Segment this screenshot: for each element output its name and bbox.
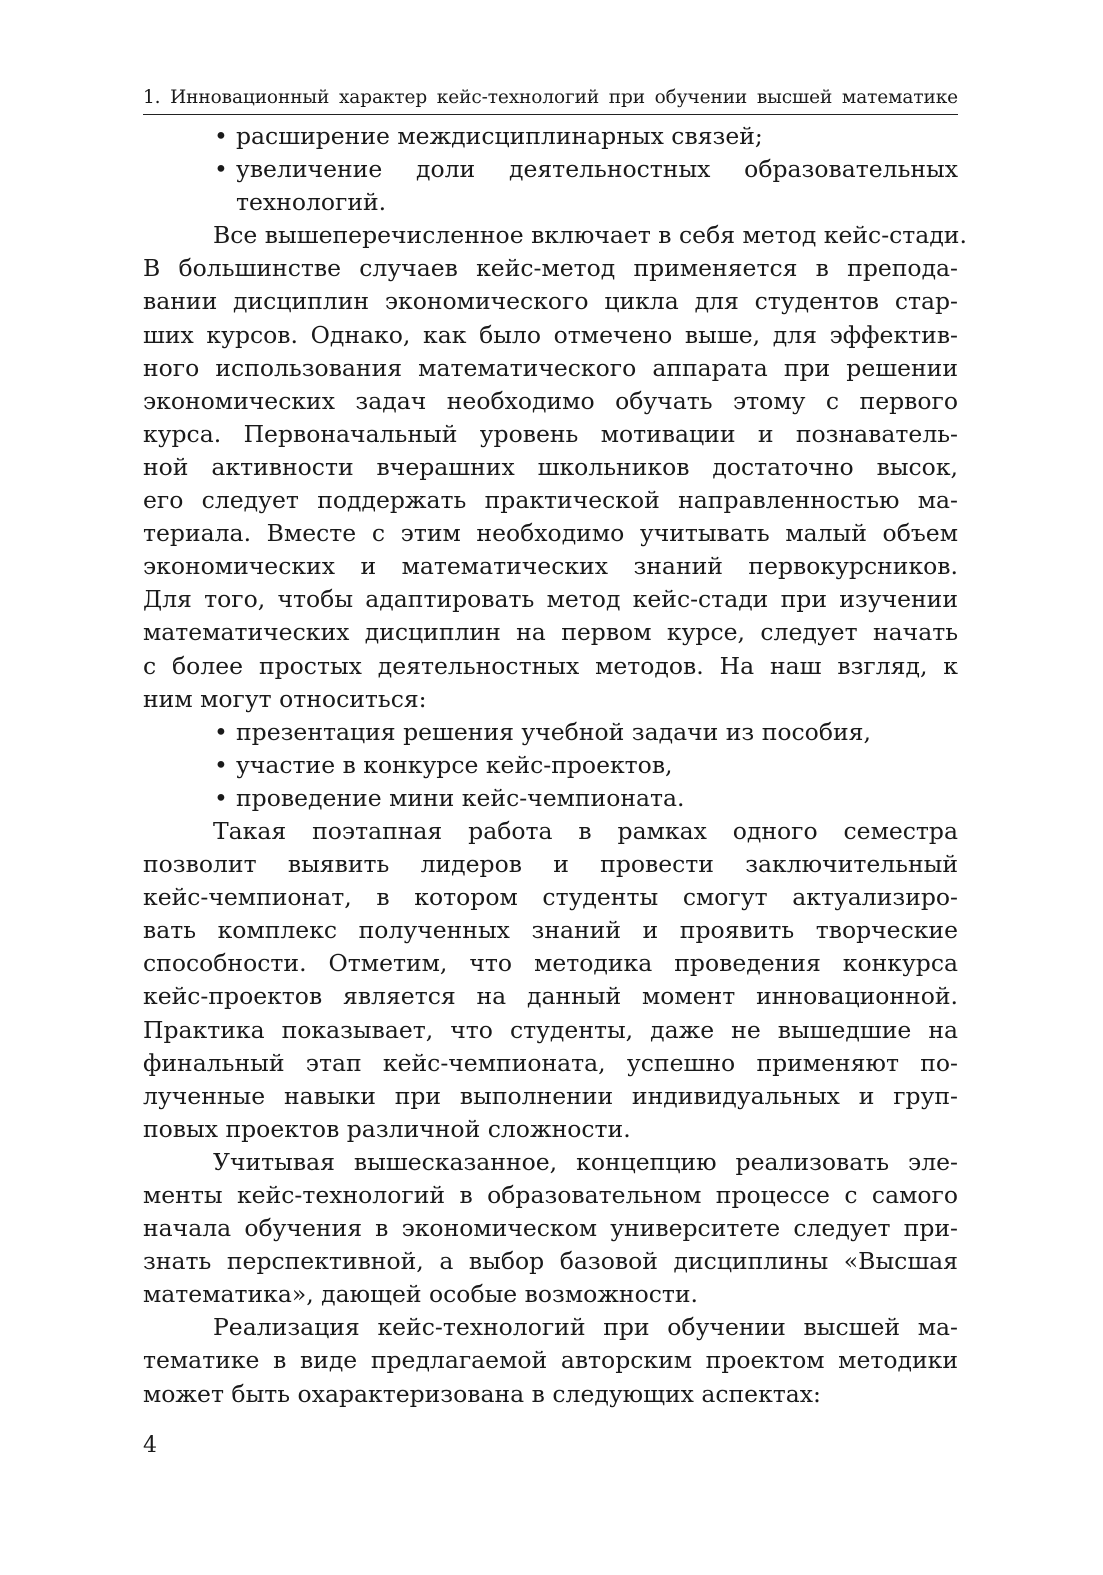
text-line: В большинстве случаев кейс-метод применяется в препода- — [143, 254, 958, 283]
paragraph-4 — [143, 1311, 958, 1410]
bullet-text: презентация решения учебной задачи из пособия, — [236, 717, 871, 746]
text-line: с более простых деятельностных методов. На наш взгляд, к — [143, 651, 958, 680]
text-line: экономических и математических знаний первокурсников. — [143, 552, 958, 581]
text-line: вании дисциплин экономического цикла для студентов стар- — [143, 287, 958, 316]
text-line: математических дисциплин на первом курсе, следует начать — [143, 618, 958, 647]
bullet-text: увеличение доли деятельностных образовательных — [236, 155, 958, 184]
text-line: начала обучения в экономическом университете следует при- — [143, 1214, 958, 1243]
text-line: Реализация кейс-технологий при обучении высшей ма- — [213, 1313, 958, 1342]
text-line: позволит выявить лидеров и провести заключительный — [143, 850, 958, 879]
text-line: ной активности вчерашних школьников достаточно высок, — [143, 452, 958, 481]
text-line: менты кейс-технологий в образовательном процессе с самого — [143, 1181, 958, 1209]
text-line: вать комплекс полученных знаний и проявить творческие — [143, 916, 958, 945]
running-header: 1. Инновационный характер кейс-технологий при обучении высшей математике — [143, 86, 958, 115]
text-line: его следует поддержать практической направленностью ма- — [143, 486, 958, 515]
bullet-item — [143, 716, 958, 749]
methods-list — [143, 716, 958, 815]
bullet-marker: • — [214, 122, 228, 150]
paragraph-2 — [143, 815, 958, 1146]
text-line: ного использования математического аппарата при решении — [143, 353, 958, 382]
paragraph-1 — [143, 219, 967, 715]
paragraph-3 — [143, 1146, 958, 1311]
bullet-item — [143, 120, 958, 153]
bullet-item — [143, 749, 958, 782]
text-line: курса. Первоначальный уровень мотивации и познаватель- — [143, 419, 958, 448]
text-line: финальный этап кейс-чемпионата, успешно применяют по- — [143, 1048, 958, 1077]
text-line: ним могут относиться: — [143, 684, 427, 713]
bullet-marker: • — [214, 750, 228, 779]
text-line: знать перспективной, а выбор базовой дисциплины «Высшая — [143, 1247, 958, 1276]
bullet-text: расширение междисциплинарных связей; — [236, 122, 763, 150]
text-line: способности. Отметим, что методика проведения конкурса — [143, 949, 958, 978]
body-text — [143, 120, 967, 1411]
text-line: Такая поэтапная работа в рамках одного семестра — [213, 816, 958, 845]
text-line: кейс-проектов является на данный момент инновационной. — [143, 982, 958, 1011]
text-line: экономических задач необходимо обучать этому с первого — [143, 386, 958, 415]
text-line: териала. Вместе с этим необходимо учитывать малый объем — [143, 519, 958, 548]
bullet-marker: • — [214, 783, 228, 812]
text-line: Все вышеперечисленное включает в себя метод кейс-стади. — [213, 221, 967, 250]
bullet-item — [143, 153, 958, 186]
bullet-text: проведение мини кейс-чемпионата. — [236, 783, 685, 812]
text-line: ших курсов. Однако, как было отмечено выше, для эффектив- — [143, 320, 958, 349]
bullet-marker: • — [214, 717, 228, 746]
bullet-continuation: технологий. — [236, 188, 387, 217]
text-line: Учитывая вышесказанное, концепцию реализовать эле- — [213, 1147, 958, 1176]
text-line: Практика показывает, что студенты, даже не вышедшие на — [143, 1015, 958, 1044]
bullet-marker: • — [214, 155, 228, 184]
text-line: тематике в виде предлагаемой авторским проектом методики — [143, 1346, 958, 1375]
text-line: лученные навыки при выполнении индивидуальных и груп- — [143, 1081, 958, 1110]
page-number: 4 — [143, 1433, 157, 1458]
bullet-item — [143, 782, 958, 815]
text-line: кейс-чемпионат, в котором студенты смогут актуализиро- — [143, 883, 958, 912]
text-line: может быть охарактеризована в следующих аспектах: — [143, 1379, 821, 1408]
text-line: математика», дающей особые возможности. — [143, 1280, 699, 1309]
document-page — [143, 86, 967, 1411]
bullet-text: участие в конкурсе кейс-проектов, — [236, 750, 673, 779]
text-line: Для того, чтобы адаптировать метод кейс-стади при изучении — [143, 585, 958, 614]
text-line: повых проектов различной сложности. — [143, 1114, 631, 1143]
